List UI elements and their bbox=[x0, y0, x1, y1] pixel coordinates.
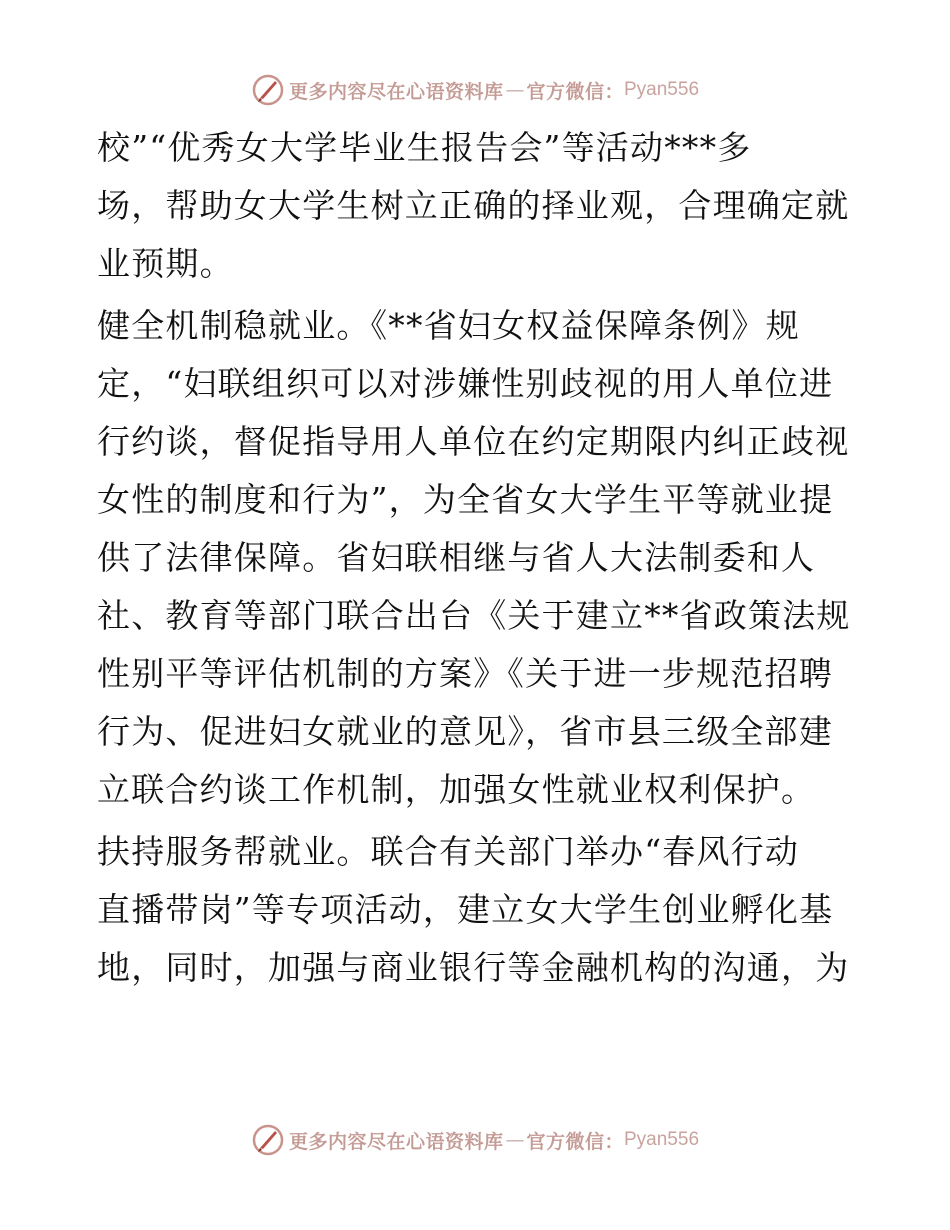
paragraph-line: 健全机制稳就业。《**省妇女权益保障条例》规 bbox=[97, 306, 800, 345]
watermark-wechat-label: 官方微信： bbox=[526, 80, 624, 103]
paragraph-line: 校”“优秀女大学毕业生报告会”等活动***多 bbox=[97, 128, 752, 167]
watermark-site-text: 更多内容尽在心语资料库 bbox=[288, 80, 504, 103]
paragraph-line: 业预期。 bbox=[97, 244, 234, 283]
paragraph-line: 扶持服务帮就业。联合有关部门举办“春风行动 bbox=[97, 832, 800, 871]
paragraph-line: 女性的制度和行为”，为全省女大学生平等就业提 bbox=[97, 480, 834, 519]
paragraph-line: 场，帮助女大学生树立正确的择业观，合理确定就 bbox=[97, 186, 850, 225]
paragraph-line: 行为、促进妇女就业的意见》，省市县三级全部建 bbox=[97, 712, 833, 751]
quill-logo-icon bbox=[251, 1123, 285, 1157]
paragraph-line: 定，“妇联组织可以对涉嫌性别歧视的用人单位进 bbox=[97, 364, 834, 403]
watermark-wechat-id: Pyan556 bbox=[624, 1129, 700, 1150]
watermark-header bbox=[0, 70, 950, 110]
paragraph-3 bbox=[97, 823, 857, 997]
paragraph-2 bbox=[97, 297, 857, 819]
watermark-wechat-id: Pyan556 bbox=[624, 79, 700, 100]
document-body bbox=[97, 119, 857, 997]
paragraph-line: 行约谈，督促指导用人单位在约定期限内纠正歧视 bbox=[97, 422, 850, 461]
paragraph-line: 立联合约谈工作机制，加强女性就业权利保护。 bbox=[97, 770, 816, 809]
paragraph-line: 地，同时，加强与商业银行等金融机构的沟通，为 bbox=[97, 948, 850, 987]
watermark-site-text: 更多内容尽在心语资料库 bbox=[288, 1130, 504, 1153]
paragraph-line: 供了法律保障。省妇联相继与省人大法制委和人 bbox=[97, 538, 816, 577]
paragraph-line: 直播带岗”等专项活动，建立女大学生创业孵化基 bbox=[97, 890, 834, 929]
quill-logo-icon bbox=[251, 73, 285, 107]
watermark-dash: — bbox=[505, 1129, 525, 1151]
paragraph-1 bbox=[97, 119, 857, 293]
watermark-footer bbox=[0, 1120, 950, 1160]
paragraph-line: 性别平等评估机制的方案》《关于进一步规范招聘 bbox=[97, 654, 833, 693]
paragraph-line: 社、教育等部门联合出台《关于建立**省政策法规 bbox=[97, 596, 851, 635]
watermark-dash: — bbox=[505, 79, 525, 101]
watermark-wechat-label: 官方微信： bbox=[526, 1130, 624, 1153]
